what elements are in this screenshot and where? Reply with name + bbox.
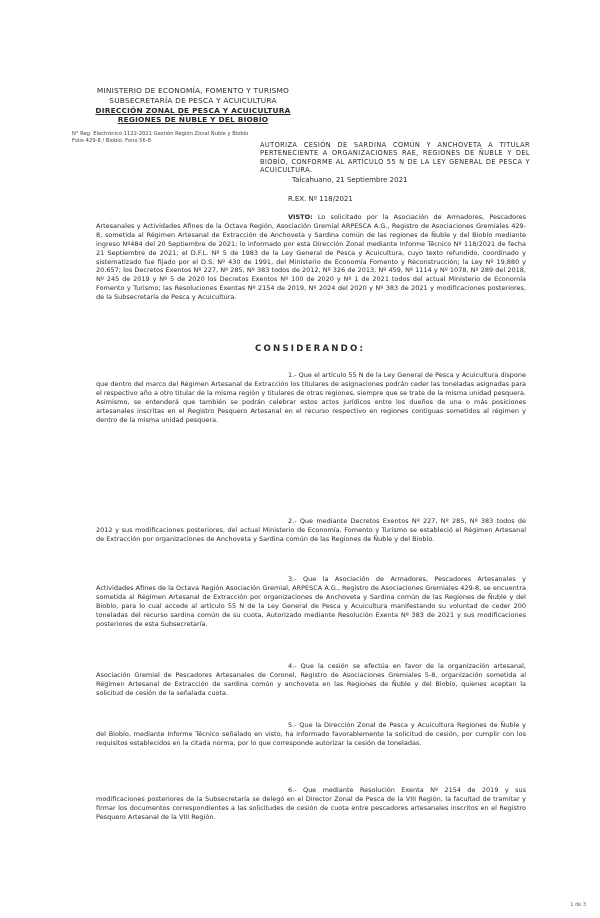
zonal-directorate: DIRECCIÓN ZONAL DE PESCA Y ACUICULTURA bbox=[95, 105, 291, 115]
visto-paragraph bbox=[96, 213, 526, 302]
visto-text: Lo solicitado por la Asociación de Armadores, Pescadores Artesanales y Actividades Afines de la Octava Región, Asociación Gremial ARPESCA A.G., Registro de Asociaciones Gremiales 429-8, sometida al Régimen Artesanal de Extracción de Anchoveta y Sardina común de las regiones de Ñuble y del Biobío mediante ingreso Nº484 del 20 Septiembre de 2021; lo informado por esta Dirección Zonal mediante Informe Técnico Nº 118/2021 de fecha 21 Septiembre de 2021; el D.F.L. Nº 5 de 1983 de la Ley General de Pesca y Acuicultura, cuyo texto refundido, coordinado y sistematizado fue fijado por el D.S. Nº 430 de 1991, del Ministerio de Economía Fomento y Reconstrucción; la Ley Nº 19.880 y 20.657; los Decretos Exentos Nº 227, Nº 285, Nº 383 todos de 2012, Nº 326 de 2013, Nº 459, Nº 1114 y Nº 1078, Nº 289 del 2018, Nº 245 de 2019 y Nº 5 de 2020 los Decretos Exentos Nº 100 de 2020 y Nº 1 de 2021 todos del actual Ministerio de Economía Fomento y Turismo; las Resoluciones Exentas Nº 2154 de 2019, Nº 2024 del 2020 y Nº 383 de 2021 y modificaciones posteriores, de la Subsecretaría de Pesca y Acuicultura. bbox=[96, 213, 526, 302]
considerando-2: 2.- Que mediante Decretos Exentos Nº 227, Nº 285, Nº 383 todos de 2012 y sus modificaciones posteriores, del actual Ministerio de Economía, Fomento y Turismo se estableció el Régimen Artesanal de Extracción por organizaciones de Anchoveta y Sardina común de las Regiones de Ñuble y del Biobío. bbox=[96, 517, 526, 543]
considerando-1: 1.- Que el artículo 55 N de la Ley General de Pesca y Acuicultura dispone que dentro del marco del Régimen Artesanal de Extracción los titulares de asignaciones podrán ceder las toneladas asignadas para el respectivo año a otro titular de la misma región y titulares de otras regiones, siempre que se trate de la misma unidad pesquera. Asimismo, se entenderá que también se podrán celebrar estos actos jurídicos entre los dueños de una o más posiciones artesanales inscritas en el Registro Pesquero Artesanal en el recurso respectivo en regiones contiguas sometidos al régimen y dentro de la misma unidad pesquera. bbox=[96, 371, 526, 424]
visto-label: VISTO: bbox=[288, 213, 313, 221]
regions-name: REGIONES DE ÑUBLE Y DEL BIOBÍO bbox=[117, 115, 269, 125]
considerando-3: 3.- Que la Asociación de Armadores, Pescadores Artesanales y Actividades Afines de la Octava Región Asociación Gremial, ARPESCA A.G., Registro de Asociaciones Gremiales 429-8, se encuentra sometida al Régimen Artesanal de Extracción por organizaciones de Anchoveta y Sardina común de las Regiones de Ñuble y del Biobío, para lo cual accede al artículo 55 N de la Ley General de Pesca y Acuicultura manifestando su voluntad de ceder 200 toneladas del recurso sardina común de su cuota, Autorizado mediante Resolución Exenta Nº 383 de 2021 y sus modificaciones posteriores de esta Subsecretaría. bbox=[96, 575, 526, 628]
considerando-heading: CONSIDERANDO: bbox=[255, 344, 366, 354]
ministry-name: MINISTERIO DE ECONOMÍA, FOMENTO Y TURISMO bbox=[96, 86, 290, 95]
letterhead-address: N° Reg. Electrónico 1122-2021 Gestión Región Zonal Ñuble y Biobío Folio 429-8 / Biobío. Fono 56-8 bbox=[72, 131, 249, 144]
considerando-4: 4.- Que la cesión se efectúa en favor de la organización artesanal, Asociación Gremial de Pescadores Artesanales de Coronel, Registro de Asociaciones Gremiales 5-8, organización sometida al Régimen Artesanal de Extracción de sardina común y anchoveta en las Regiones de Ñuble y del Biobío, quienes aceptan la solicitud de cesión de la señalada cuota. bbox=[96, 662, 526, 697]
considerando-5: 5.- Que la Dirección Zonal de Pesca y Acuicultura Regiones de Ñuble y del Biobío, mediante Informe Técnico señalado en visto, ha informado favorablemente la solicitud de cesión, por cumplir con los requisitos establecidos en la citada norma, por lo que corresponde autorizar la cesión de toneladas. bbox=[96, 721, 526, 747]
page-number: 1 de 3 bbox=[570, 902, 586, 908]
letterhead bbox=[88, 86, 298, 125]
resolution-number: R.EX. Nº 118/2021 bbox=[288, 195, 353, 203]
subsecretariat-name: SUBSECRETARÍA DE PESCA Y ACUICULTURA bbox=[109, 95, 277, 105]
resolution-date: Talcahuano, 21 Septiembre 2021 bbox=[292, 176, 408, 184]
resolution-title: AUTORIZA CESIÓN DE SARDINA COMÚN Y ANCHOVETA A TITULAR PERTENECIENTE A ORGANIZACIONES RAE, REGIONES DE ÑUBLE Y DEL BIOBÍO, CONFORME AL ARTÍCULO 55 N DE LA LEY GENERAL DE PESCA Y ACUICULTURA. bbox=[260, 141, 530, 175]
considerando-6: 6.- Que mediante Resolución Exenta Nº 2154 de 2019 y sus modificaciones posteriores de la Subsecretaría se delegó en el Director Zonal de Pesca de la VIII Región, la facultad de tramitar y firmar los documentos correspondientes a las solicitudes de cesión de cuota entre pescadores artesanales inscritos en el Registro Pesquero Artesanal de la VIII Región. bbox=[96, 786, 526, 821]
